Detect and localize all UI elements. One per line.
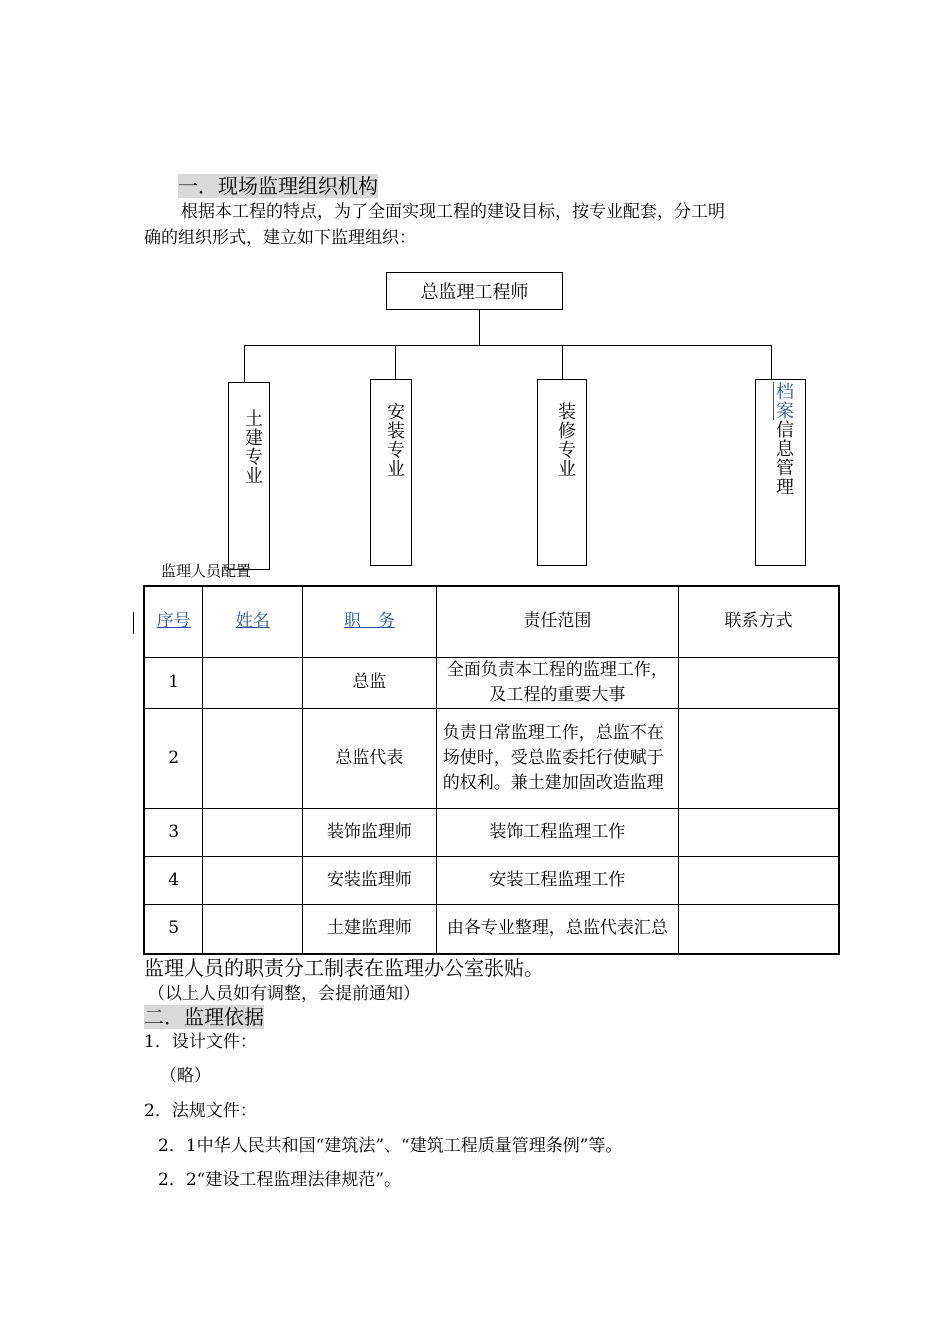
org-branch-install [370, 379, 412, 566]
cell-no: 3 [144, 808, 203, 856]
intro-line-1: 根据本工程的特点，为了全面实现工程的建设目标，按专业配套，分工明 [181, 202, 725, 222]
table-row [144, 708, 839, 808]
basis-item-2: 2．法规文件： [144, 1101, 257, 1121]
org-branch-decor [537, 379, 587, 566]
table-row [144, 856, 839, 904]
cell-role: 装饰监理师 [303, 808, 437, 856]
cell-scope: 装饰工程监理工作 [436, 808, 678, 856]
org-top-box [386, 272, 563, 310]
basis-item-1-sub: （略） [160, 1066, 211, 1086]
org-branch-install-label: 安装专业 [384, 402, 405, 478]
header-scope: 责任范围 [436, 586, 678, 657]
staff-table [143, 585, 840, 955]
header-name [203, 586, 303, 657]
cell-no: 4 [144, 856, 203, 904]
cell-name [203, 657, 303, 708]
cell-scope: 负责日常监理工作，总监不在场使时，受总监委托行使赋于的权利。兼土建加固改造监理 [436, 708, 678, 808]
org-connector-trunk [479, 310, 480, 346]
cell-name [203, 856, 303, 904]
section2-heading [144, 1004, 264, 1030]
cell-scope: 安装工程监理工作 [436, 856, 678, 904]
cell-contact [678, 657, 839, 708]
cell-name [203, 808, 303, 856]
section1-heading-text: 一．现场监理组织机构 [178, 174, 378, 198]
org-connector-drop-4 [771, 345, 772, 379]
table-header-row [144, 586, 839, 657]
header-contact: 联系方式 [678, 586, 839, 657]
org-connector-bar [244, 345, 772, 346]
org-branch-archive-rest: 信息管理 [773, 420, 794, 496]
cell-name [203, 904, 303, 954]
section1-heading [178, 173, 378, 199]
org-branch-civil-label: 土建专业 [242, 409, 263, 485]
header-name-link[interactable]: 姓名 [235, 611, 270, 632]
org-connector-drop-2 [395, 345, 396, 379]
note-line-2: （以上人员如有调整，会提前通知） [148, 984, 420, 1004]
cell-contact [678, 856, 839, 904]
basis-item-2-2: 2．2“建设工程监理法律规范”。 [158, 1170, 402, 1190]
header-role [303, 586, 437, 657]
text-cursor [133, 612, 134, 634]
org-branch-civil [228, 382, 270, 570]
table-row [144, 808, 839, 856]
cell-scope: 全面负责本工程的监理工作，及工程的重要大事 [436, 657, 678, 708]
cell-no: 2 [144, 708, 203, 808]
header-no-link[interactable]: 序号 [156, 611, 191, 632]
cell-contact [678, 808, 839, 856]
section2-heading-text: 二．监理依据 [144, 1005, 264, 1029]
note-line-1: 监理人员的职责分工制表在监理办公室张贴。 [144, 956, 544, 980]
basis-item-1: 1．设计文件： [144, 1032, 257, 1052]
basis-item-2-1: 2．1中华人民共和国“建筑法”、“建筑工程质量管理条例”等。 [158, 1136, 623, 1156]
org-connector-drop-1 [244, 345, 245, 383]
cell-scope: 由各专业整理，总监代表汇总 [436, 904, 678, 954]
intro-line-2: 确的组织形式，建立如下监理组织： [144, 228, 416, 248]
org-branch-archive-link[interactable]: 档案 [773, 382, 794, 420]
org-branch-decor-label: 装修专业 [555, 402, 576, 478]
cell-name [203, 708, 303, 808]
cell-no: 5 [144, 904, 203, 954]
cell-contact [678, 904, 839, 954]
staff-table-caption: 监理人员配置 [161, 562, 252, 580]
cell-contact [678, 708, 839, 808]
cell-no: 1 [144, 657, 203, 708]
cell-role: 总监 [303, 657, 437, 708]
header-no [144, 586, 203, 657]
table-row [144, 657, 839, 708]
org-branch-archive [755, 379, 806, 566]
org-branch-archive-label [770, 382, 796, 496]
org-top-label: 总监理工程师 [420, 282, 529, 303]
header-role-link[interactable]: 职 务 [343, 611, 395, 632]
cell-role: 土建监理师 [303, 904, 437, 954]
cell-role: 安装监理师 [303, 856, 437, 904]
table-row [144, 904, 839, 954]
org-connector-drop-3 [562, 345, 563, 379]
cell-role: 总监代表 [303, 708, 437, 808]
